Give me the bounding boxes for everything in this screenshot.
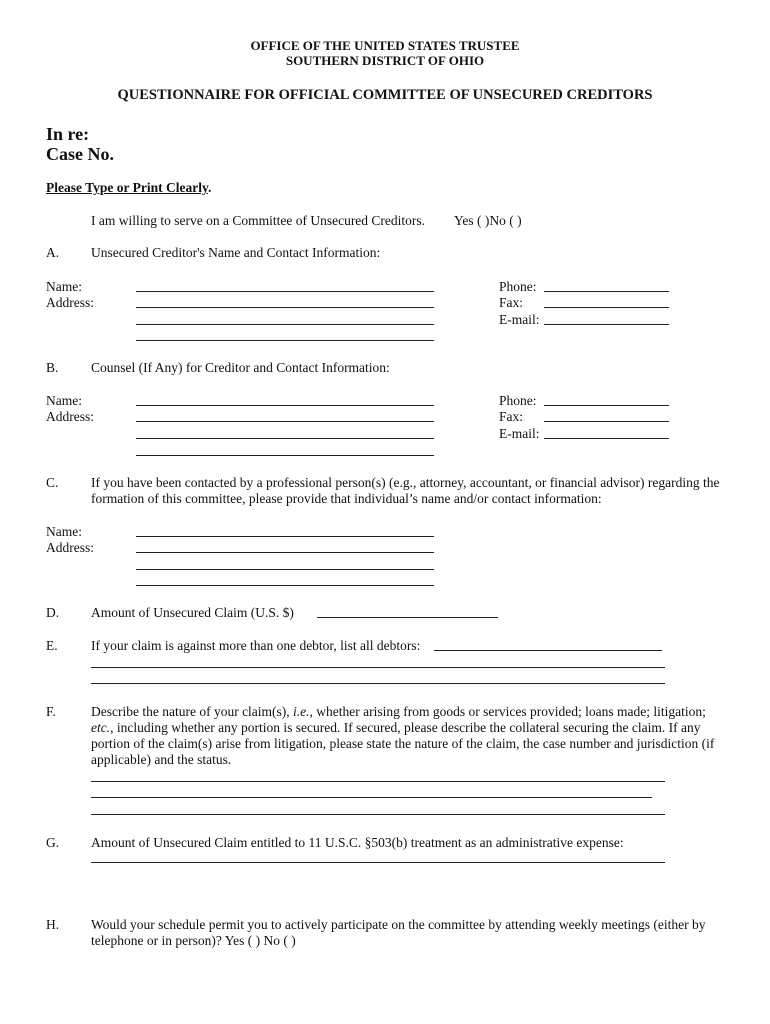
form-title: QUESTIONNAIRE FOR OFFICIAL COMMITTEE OF UNSECURED CREDITORS — [117, 87, 653, 103]
f-claim-field-2[interactable] — [91, 797, 652, 798]
g-amount-field[interactable] — [91, 862, 665, 863]
section-f-text — [91, 704, 731, 768]
f-text-etc: etc. — [91, 720, 111, 735]
a-address-label: Address: — [46, 295, 94, 310]
section-b-letter: B. — [46, 360, 59, 375]
instructions-period: . — [207, 180, 212, 195]
section-h-letter: H. — [46, 917, 60, 932]
a-email-label: E-mail: — [499, 312, 540, 327]
c-address-field-2[interactable] — [136, 569, 434, 570]
b-fax-field[interactable] — [544, 421, 669, 422]
f-text-part-1: Describe the nature of your claim(s), — [91, 704, 294, 719]
f-claim-field-1[interactable] — [91, 781, 665, 782]
section-e-text: If your claim is against more than one debtor, list all debtors: — [91, 638, 421, 653]
section-h-text: Would your schedule permit you to actively participate on the committee by attending weekly meetings (either by telephone or in person)? Yes ( ) No ( ) — [91, 917, 706, 948]
b-address-field-3[interactable] — [136, 455, 434, 456]
e-debtors-field-3[interactable] — [91, 683, 665, 684]
f-text-part-2: , whether arising from goods or services provided; loans made; litigation; — [309, 704, 706, 719]
section-b-heading: Counsel (If Any) for Creditor and Contact Information: — [91, 360, 390, 375]
a-name-field[interactable] — [136, 291, 434, 292]
b-phone-label: Phone: — [499, 393, 537, 408]
e-debtors-field-1[interactable] — [434, 650, 662, 651]
a-address-field-1[interactable] — [136, 307, 434, 308]
section-d-letter: D. — [46, 605, 60, 620]
a-address-field-3[interactable] — [136, 340, 434, 341]
section-d-text: Amount of Unsecured Claim (U.S. $) — [91, 605, 294, 620]
b-fax-label: Fax: — [499, 409, 524, 424]
a-phone-field[interactable] — [544, 291, 669, 292]
willing-yes-no[interactable]: Yes ( )No ( ) — [454, 213, 522, 228]
a-phone-label: Phone: — [499, 279, 537, 294]
a-fax-label: Fax: — [499, 295, 524, 310]
b-address-label: Address: — [46, 409, 94, 424]
c-address-field-1[interactable] — [136, 552, 434, 553]
in-re-label: In re: — [46, 124, 90, 144]
b-address-field-2[interactable] — [136, 438, 434, 439]
section-f-letter: F. — [46, 704, 56, 719]
section-g-letter: G. — [46, 835, 60, 850]
a-name-label: Name: — [46, 279, 82, 294]
section-g-text: Amount of Unsecured Claim entitled to 11 U.S.C. §503(b) treatment as an administrative expense: — [91, 835, 624, 850]
c-address-label: Address: — [46, 540, 94, 555]
b-name-label: Name: — [46, 393, 82, 408]
willing-to-serve-text: I am willing to serve on a Committee of Unsecured Creditors. — [91, 213, 426, 228]
b-email-field[interactable] — [544, 438, 669, 439]
f-text-part-3: , including whether any portion is secured. If secured, please describe the collateral securing the claim. If any portion of the claim(s) arise from litigation, please state the nature of the claim, the case number and jurisdiction (if applicable) and the status. — [91, 720, 715, 767]
section-c-letter: C. — [46, 475, 59, 490]
c-address-field-3[interactable] — [136, 585, 434, 586]
d-amount-field[interactable] — [317, 617, 498, 618]
b-address-field-1[interactable] — [136, 421, 434, 422]
f-text-ie: i.e. — [293, 704, 310, 719]
section-a-heading: Unsecured Creditor's Name and Contact Information: — [91, 245, 381, 260]
b-phone-field[interactable] — [544, 405, 669, 406]
instructions — [46, 180, 211, 196]
section-a-letter: A. — [46, 245, 60, 260]
office-heading: OFFICE OF THE UNITED STATES TRUSTEE — [250, 38, 520, 53]
a-fax-field[interactable] — [544, 307, 669, 308]
a-email-field[interactable] — [544, 324, 669, 325]
instructions-text: Please Type or Print Clearly — [46, 180, 208, 195]
section-c-text: If you have been contacted by a professional person(s) (e.g., attorney, accountant, or financial advisor) regarding the formation of this committee, please provide that individual’s name and/or contact information: — [91, 475, 720, 506]
case-no-label: Case No. — [46, 144, 114, 164]
c-name-label: Name: — [46, 524, 82, 539]
e-debtors-field-2[interactable] — [91, 667, 665, 668]
district-heading: SOUTHERN DISTRICT OF OHIO — [285, 53, 485, 68]
f-claim-field-3[interactable] — [91, 814, 665, 815]
b-email-label: E-mail: — [499, 426, 540, 441]
c-name-field[interactable] — [136, 536, 434, 537]
section-e-letter: E. — [46, 638, 58, 653]
a-address-field-2[interactable] — [136, 324, 434, 325]
b-name-field[interactable] — [136, 405, 434, 406]
